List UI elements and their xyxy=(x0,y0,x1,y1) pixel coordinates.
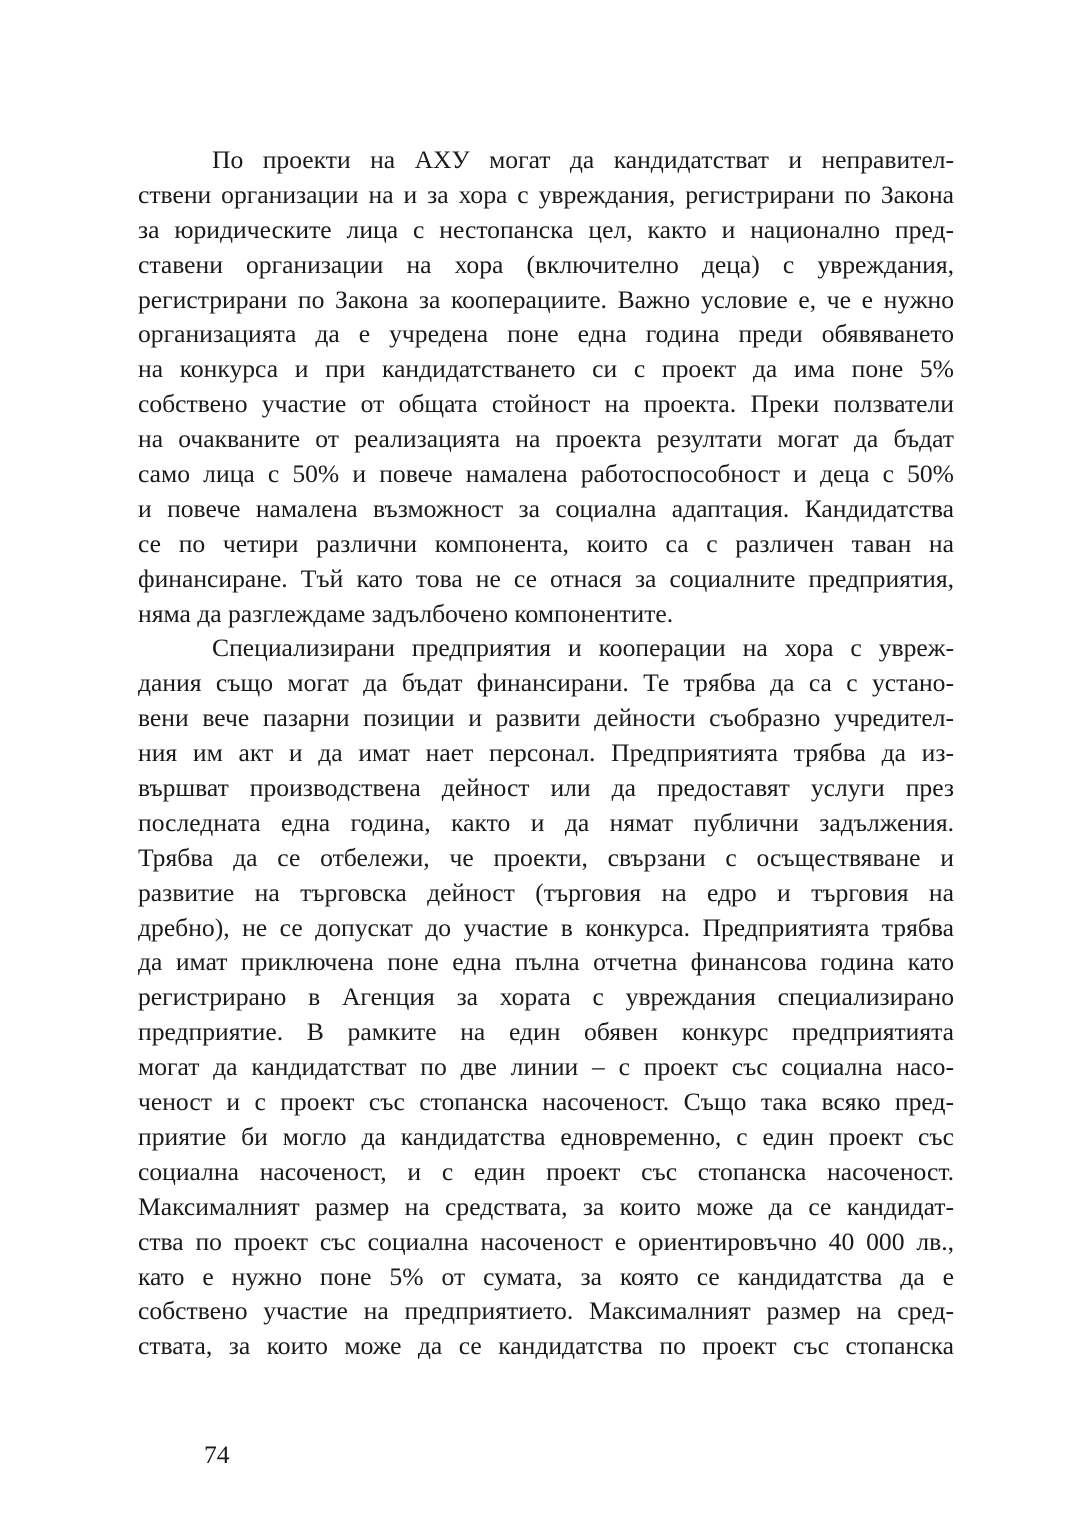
paragraph-2-line-16: социална насоченост, и с един проект със стопанска насоченост. xyxy=(138,1156,954,1186)
paragraph-1-line-1: По проекти на АХУ могат да кандидатстват и неправител- xyxy=(212,145,954,174)
paragraph-1-line-6: организацията да е учредена поне една година преди обявяването xyxy=(138,319,954,349)
paragraph-1-line-13: финансиране. Тъй като това не се отнася за социалните предприятия, xyxy=(138,563,954,593)
paragraph-2-line-2: дания също могат да бъдат финансирани. Те трябва да са с устано- xyxy=(138,668,954,698)
paragraph-2-line-6: последната една година, както и да нямат публични задължения. xyxy=(138,807,954,837)
paragraph-1-line-7: на конкурса и при кандидатстването си с проект да има поне 5% xyxy=(138,354,954,384)
paragraph-2-line-4: ния им акт и да имат нает персонал. Предприятията трябва да из- xyxy=(138,738,954,768)
paragraph-2-line-14: ченост и с проект със стопанска насоченост. Също така всяко пред- xyxy=(138,1087,954,1117)
paragraph-2-line-1: Специализирани предприятия и кооперации на хора с увреж- xyxy=(212,633,954,663)
paragraph-2-line-3: вени вече пазарни позиции и развити дейности съобразно учредител- xyxy=(138,703,954,733)
paragraph-2-line-21: ствата, за които може да се кандидатства по проект със стопанска xyxy=(138,1331,954,1361)
paragraph-1-line-2: ствени организации на и за хора с увреждания, регистрирани по Закона xyxy=(138,179,954,209)
paragraph-2-line-20: собствено участие на предприятието. Максималният размер на сред- xyxy=(138,1296,954,1326)
paragraph-2-line-9: дребно), не се допускат до участие в конкурса. Предприятията трябва xyxy=(138,912,954,942)
paragraph-1-line-10: само лица с 50% и повече намалена работоспособност и деца с 50% xyxy=(138,459,954,489)
paragraph-2-line-11: регистрирано в Агенция за хората с увреждания специализирано xyxy=(138,982,954,1012)
paragraph-2-line-10: да имат приключена поне една пълна отчетна финансова година като xyxy=(138,947,954,977)
paragraph-1-line-14: няма да разглеждаме задълбочено компонентите. xyxy=(138,598,674,628)
paragraph-2-line-13: могат да кандидатстват по две линии – с проект със социална насо- xyxy=(138,1052,954,1082)
paragraph-2-line-12: предприятие. В рамките на един обявен конкурс предприятията xyxy=(138,1017,954,1047)
paragraph-2-line-19: като е нужно поне 5% от сумата, за която се кандидатства да е xyxy=(138,1261,954,1291)
paragraph-2-line-8: развитие на търговска дейност (търговия на едро и търговия на xyxy=(138,877,954,907)
page-number: 74 xyxy=(204,1440,230,1469)
paragraph-1-line-8: собствено участие от общата стойност на проекта. Преки ползватели xyxy=(138,389,954,419)
paragraph-1-line-4: ставени организации на хора (включително деца) с увреждания, xyxy=(138,249,954,279)
paragraph-1-line-12: се по четири различни компонента, които са с различен таван на xyxy=(138,528,954,558)
paragraph-2-line-7: Трябва да се отбележи, че проекти, свързани с осъществяване и xyxy=(138,842,954,872)
body-text xyxy=(138,143,954,1383)
paragraph-2-line-18: ства по проект със социална насоченост е ориентировъчно 40 000 лв., xyxy=(138,1226,954,1256)
paragraph-1-line-11: и повече намалена възможност за социална адаптация. Кандидатства xyxy=(138,493,954,523)
paragraph-1-line-9: на очакваните от реализацията на проекта резултати могат да бъдат xyxy=(138,424,954,454)
paragraph-2-line-15: приятие би могло да кандидатства едновременно, с един проект със xyxy=(138,1121,954,1151)
paragraph-1-line-3: за юридическите лица с нестопанска цел, както и национално пред- xyxy=(138,214,954,244)
paragraph-1-line-5: регистрирани по Закона за кооперациите. Важно условие е, че е нужно xyxy=(138,284,954,314)
paragraph-2-line-5: вършват производствена дейност или да предоставят услуги през xyxy=(138,773,954,803)
paragraph-2-line-17: Максималният размер на средствата, за които може да се кандидат- xyxy=(138,1191,954,1221)
